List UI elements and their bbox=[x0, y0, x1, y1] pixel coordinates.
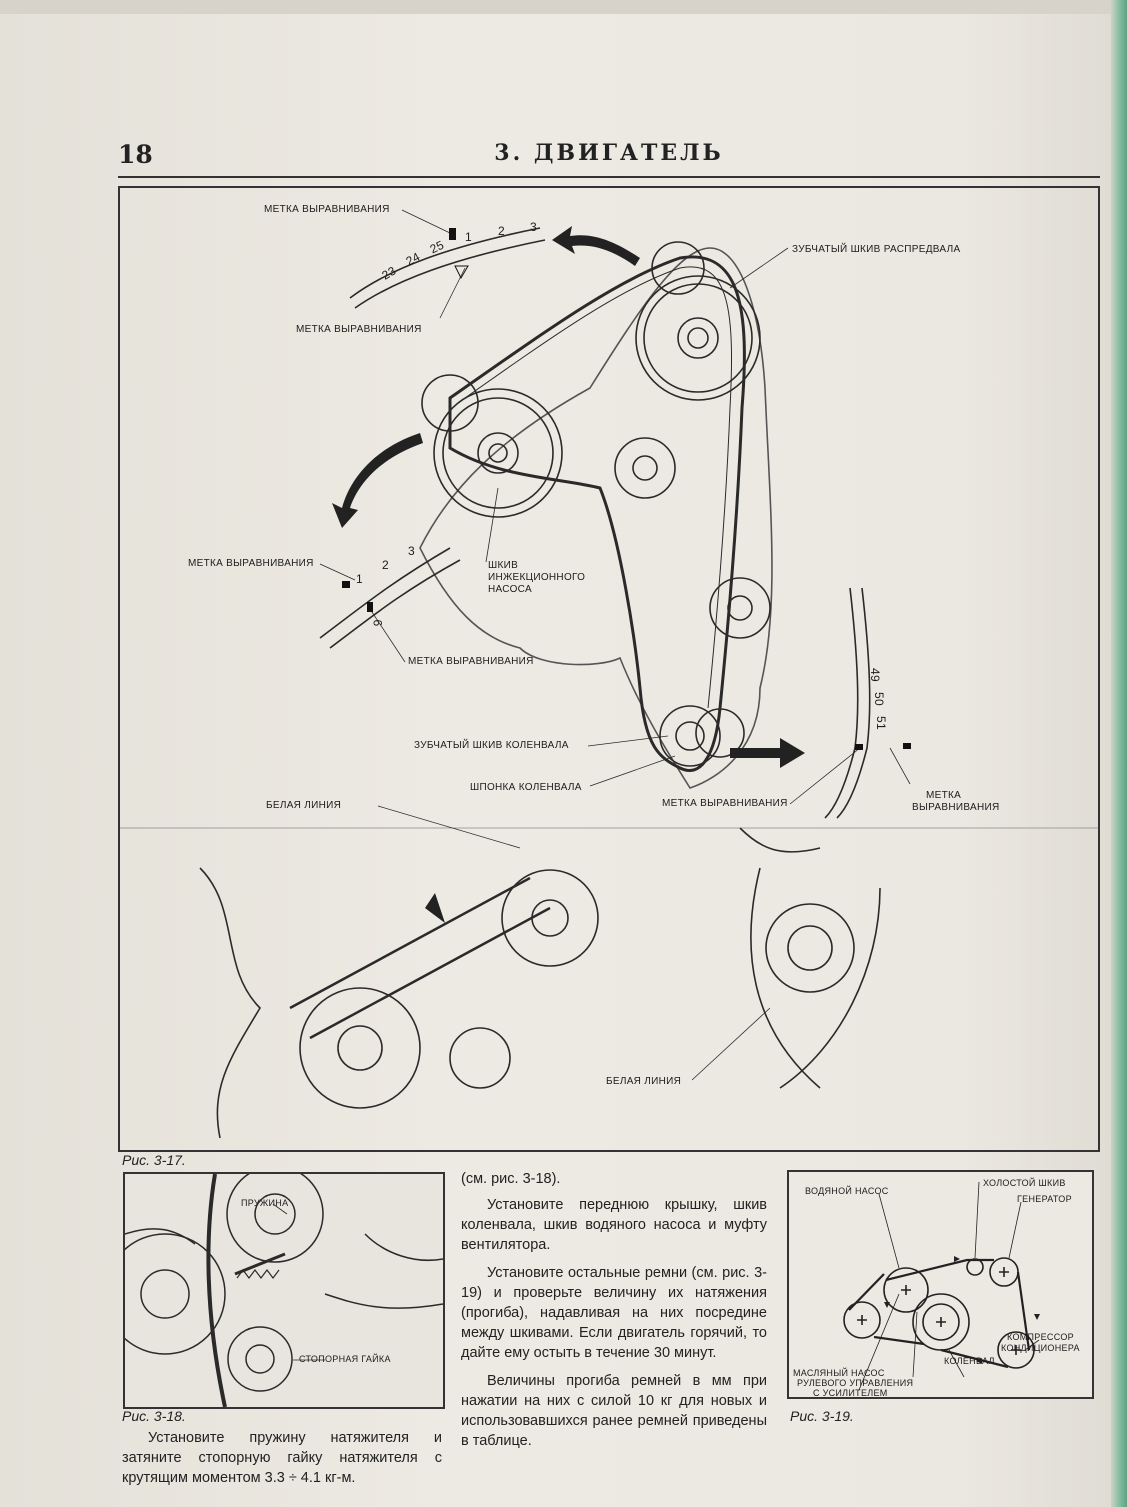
timing-belt-diagram bbox=[120, 188, 1098, 1150]
tooth-number: 50 bbox=[871, 692, 886, 706]
paragraph: Установите переднюю крышку, шкив коленвала, шкив водяного насоса и муфту вентилятора. bbox=[461, 1197, 767, 1253]
label-alignment-mark: МЕТКА bbox=[926, 790, 962, 801]
label-spring: ПРУЖИНА bbox=[241, 1198, 289, 1208]
label-alignment-mark: МЕТКА ВЫРАВНИВАНИЯ bbox=[662, 798, 788, 809]
accessory-belt-diagram bbox=[789, 1172, 1092, 1397]
tooth-number: 2 bbox=[382, 558, 389, 572]
tooth-number: 51 bbox=[873, 716, 888, 730]
tooth-number: 49 bbox=[867, 668, 882, 682]
tooth-number: 24 bbox=[403, 249, 423, 269]
label-compressor: КОМПРЕССОР bbox=[1007, 1332, 1074, 1342]
tensioner-photo bbox=[125, 1174, 443, 1407]
figure-caption: Рис. 3-18. bbox=[122, 1408, 186, 1424]
label-generator: ГЕНЕРАТОР bbox=[1017, 1194, 1072, 1204]
chapter-title: 3. ДВИГАТЕЛЬ bbox=[494, 140, 724, 166]
label-cam-pulley: ЗУБЧАТЫЙ ШКИВ РАСПРЕДВАЛА bbox=[792, 244, 961, 255]
page-header bbox=[118, 136, 1100, 178]
paragraph: (см. рис. 3-18). bbox=[461, 1171, 561, 1187]
label-ps-pump: МАСЛЯНЫЙ НАСОС bbox=[793, 1368, 885, 1378]
label-idler: ХОЛОСТОЙ ШКИВ bbox=[983, 1178, 1066, 1188]
tooth-number: 1 bbox=[465, 230, 472, 244]
book-edge bbox=[1111, 0, 1127, 1507]
figure-3-19 bbox=[787, 1170, 1094, 1399]
paragraph: Величины прогиба ремней в мм при нажатии на них с силой 10 кг для новых и использовавшихся ранее ремней приведены в таблице. bbox=[461, 1373, 767, 1449]
label-injection-pulley: ИНЖЕКЦИОННОГО bbox=[488, 572, 586, 583]
text-middle-column bbox=[461, 1169, 767, 1451]
label-lock-nut: СТОПОРНАЯ ГАЙКА bbox=[299, 1354, 391, 1364]
tooth-number: 1 bbox=[356, 572, 363, 586]
paragraph: Установите остальные ремни (см. рис. 3-19) и проверьте величину их натяжения (прогиба), надавливая на них посредине между шкивами. Если двигатель горячий, то дайте ему остыть в течение 30 минут. bbox=[461, 1265, 767, 1361]
page-top-edge bbox=[0, 0, 1127, 14]
label-alignment-mark: МЕТКА ВЫРАВНИВАНИЯ bbox=[296, 324, 422, 335]
label-white-line: БЕЛАЯ ЛИНИЯ bbox=[266, 800, 342, 811]
label-crank-pulley: ЗУБЧАТЫЙ ШКИВ КОЛЕНВАЛА bbox=[414, 740, 569, 751]
label-water-pump: ВОДЯНОЙ НАСОС bbox=[805, 1186, 889, 1196]
paragraph: Установите пружину натяжителя и затяните стопорную гайку натяжителя с крутящим моментом 3.3 ÷ 4.1 кг-м. bbox=[122, 1430, 442, 1486]
label-injection-pulley: ШКИВ bbox=[488, 560, 519, 571]
tooth-number: 6 bbox=[370, 619, 385, 627]
tooth-number: 23 bbox=[379, 263, 399, 283]
label-injection-pulley: НАСОСА bbox=[488, 584, 532, 595]
label-crankshaft: КОЛЕНВАЛ bbox=[944, 1356, 995, 1366]
label-crank-key: ШПОНКА КОЛЕНВАЛА bbox=[470, 782, 582, 793]
tooth-number: 3 bbox=[408, 544, 415, 558]
figure-3-17 bbox=[118, 186, 1100, 1152]
tooth-number: 3 bbox=[530, 220, 537, 234]
label-alignment-mark: МЕТКА ВЫРАВНИВАНИЯ bbox=[408, 656, 534, 667]
label-ps-pump: С УСИЛИТЕЛЕМ bbox=[813, 1388, 888, 1398]
label-alignment-mark: МЕТКА ВЫРАВНИВАНИЯ bbox=[264, 204, 390, 215]
page-number: 18 bbox=[118, 140, 153, 169]
text-left-column bbox=[122, 1428, 442, 1488]
label-alignment-mark: МЕТКА ВЫРАВНИВАНИЯ bbox=[188, 558, 314, 569]
figure-caption: Рис. 3-19. bbox=[790, 1408, 854, 1424]
figure-caption: Рис. 3-17. bbox=[122, 1152, 186, 1168]
tooth-number: 25 bbox=[427, 237, 447, 257]
tooth-number: 2 bbox=[498, 224, 505, 238]
label-alignment-mark: ВЫРАВНИВАНИЯ bbox=[912, 802, 1000, 813]
figure-3-18 bbox=[123, 1172, 445, 1409]
label-ps-pump: РУЛЕВОГО УПРАВЛЕНИЯ bbox=[797, 1378, 914, 1388]
label-compressor: КОНДИЦИОНЕРА bbox=[1001, 1343, 1080, 1353]
label-white-line: БЕЛАЯ ЛИНИЯ bbox=[606, 1076, 682, 1087]
